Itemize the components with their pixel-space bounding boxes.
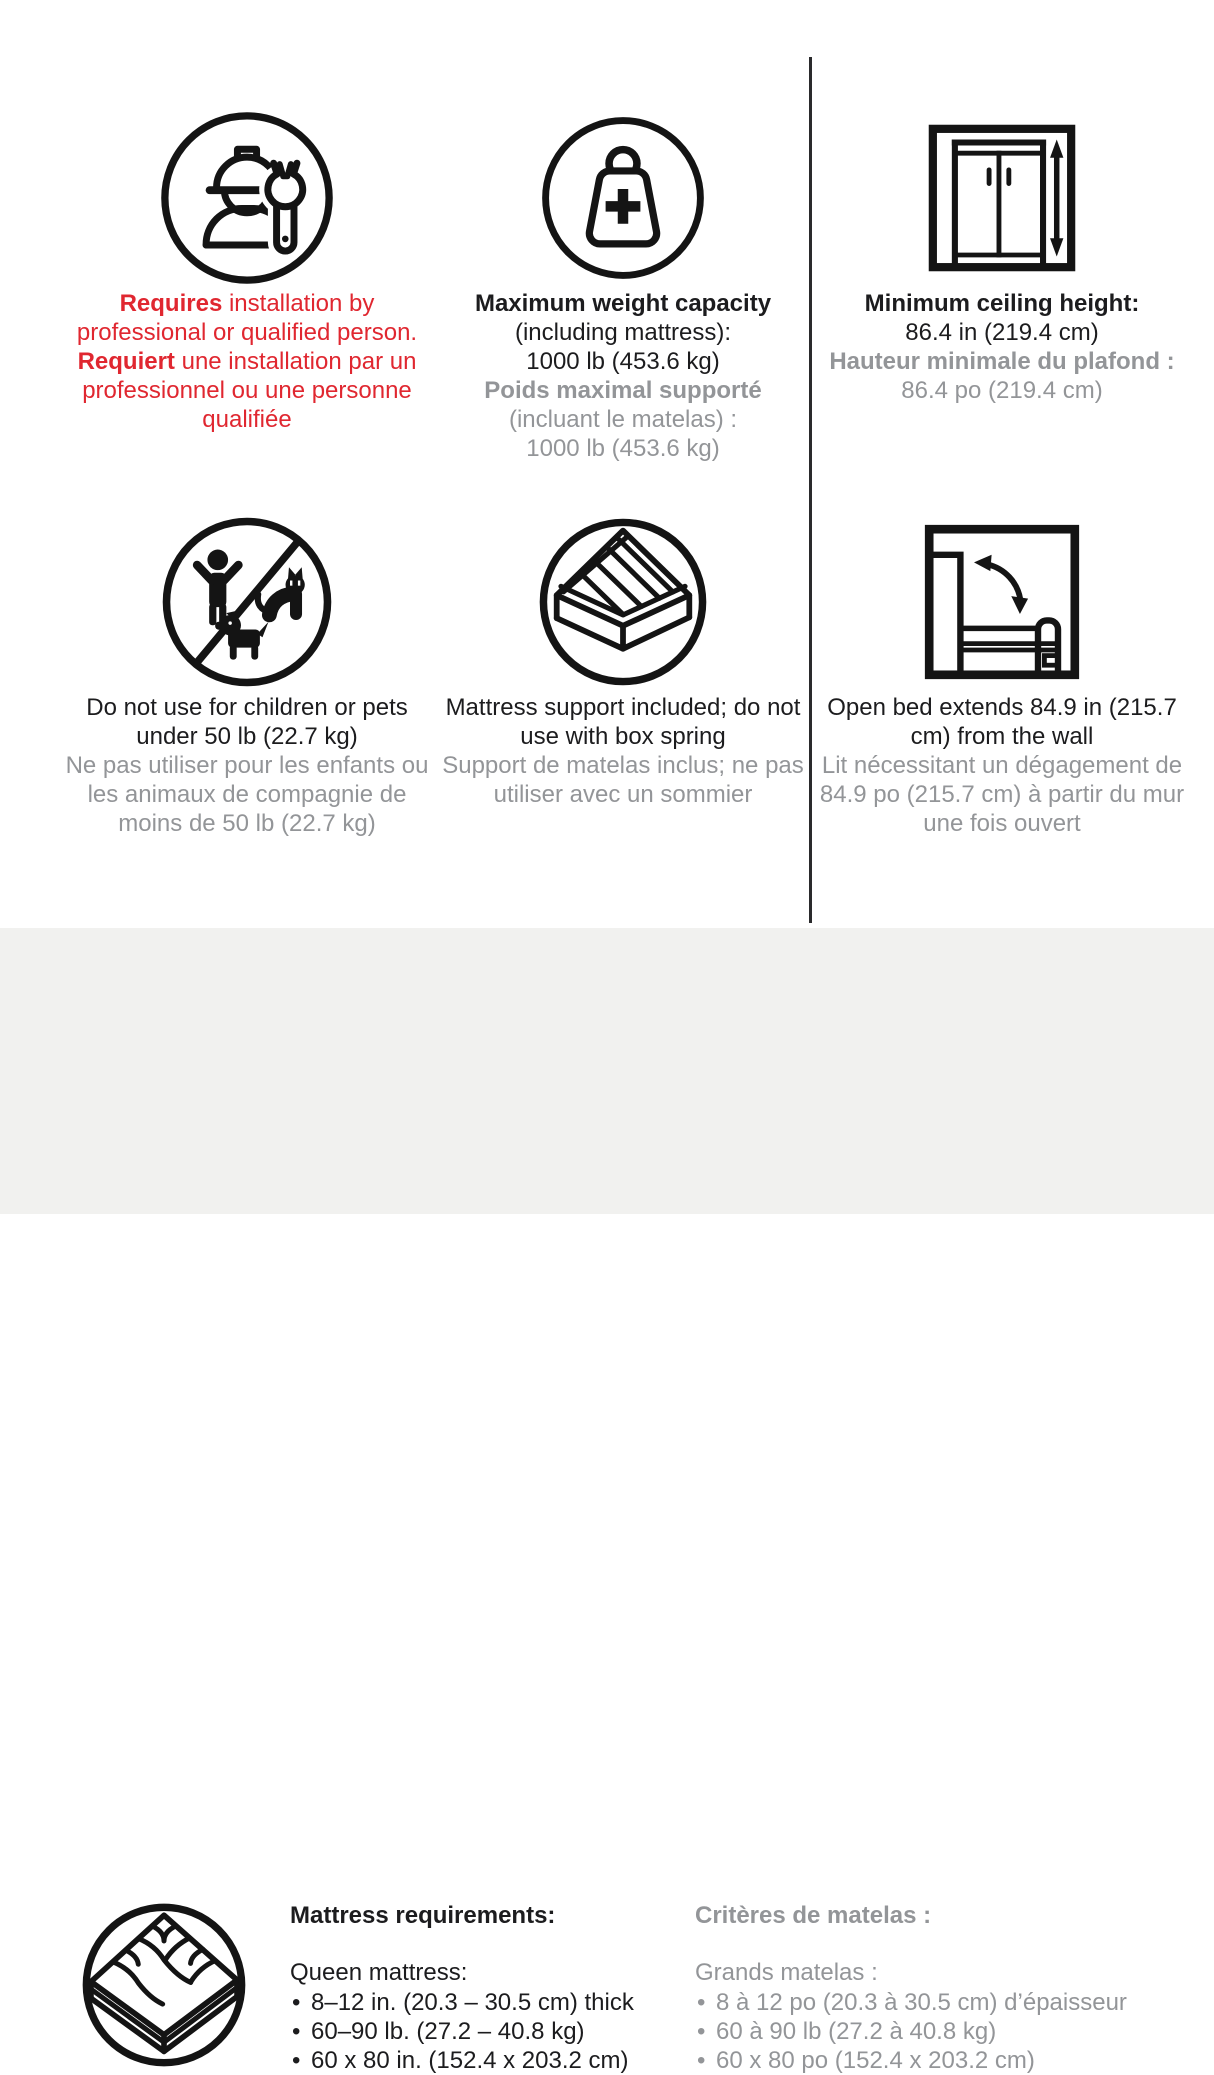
installation-fr (57, 347, 437, 434)
wall-bed-opening-icon (812, 511, 1192, 693)
children-fr: Ne pas utiliser pour les enfants ou les animaux de compagnie de moins de 50 lb (22.7 kg) (65, 752, 429, 837)
installation-en-rest: installation by professional or qualified person. (76, 290, 418, 346)
weight-plus-icon (433, 107, 813, 289)
mattress-support-section (433, 511, 813, 809)
mattress-en-list (290, 1988, 670, 2075)
mattress-spec-item: • 60 x 80 in. (152.4 x 203.2 cm) (290, 2046, 670, 2075)
ceiling-height-icon (812, 107, 1192, 289)
ceiling-fr-bold: Hauteur minimale du plafond : (829, 348, 1175, 375)
installer-icon (57, 107, 437, 289)
mattress-support-text (433, 693, 813, 809)
open-bed-text (812, 693, 1192, 838)
weight-en-title (433, 289, 813, 318)
installation-section (57, 107, 437, 434)
mattress-spec-item: • 60 x 80 po (152.4 x 203.2 cm) (695, 2046, 1145, 2075)
mattress-spec-item: • 8–12 in. (20.3 – 30.5 cm) thick (290, 1988, 670, 2017)
slatted-support-icon (433, 511, 813, 693)
mattress-en-subtitle: Queen mattress: (290, 1959, 468, 1986)
ceiling-height-section (812, 107, 1192, 405)
ceiling-fr-value: 86.4 po (219.4 cm) (901, 377, 1103, 404)
support-fr: Support de matelas inclus; ne pas utiliser avec un sommier (442, 752, 804, 808)
installation-fr-rest: une installation par un professionnel ou une personne qualifiée (82, 348, 417, 433)
mattress-spec-item: • 60 à 90 lb (27.2 à 40.8 kg) (695, 2017, 1145, 2046)
ceiling-fr-title (812, 347, 1192, 376)
mattress-requirements-en (290, 1901, 670, 2075)
installation-text (57, 289, 437, 434)
weight-capacity-text (433, 289, 813, 463)
open-bed-section (812, 511, 1192, 838)
ceiling-en-bold: Minimum ceiling height: (864, 290, 1140, 317)
mattress-icon (81, 1902, 247, 2068)
support-en: Mattress support included; do not use with box spring (445, 694, 801, 750)
installation-fr-bold: Requiert (77, 348, 175, 375)
mattress-fr-title: Critères de matelas : (695, 1902, 932, 1929)
open-bed-en: Open bed extends 84.9 in (215.7 cm) from the wall (827, 694, 1177, 750)
mattress-requirements-fr (695, 1901, 1145, 2075)
mattress-spec-item: • 60–90 lb. (27.2 – 40.8 kg) (290, 2017, 670, 2046)
ceiling-en-title (812, 289, 1192, 318)
no-children-pets-icon (57, 511, 437, 693)
weight-fr-line2: (incluant le matelas) : (508, 406, 738, 433)
no-children-pets-text (57, 693, 437, 838)
weight-en-line3: 1000 lb (453.6 kg) (526, 348, 720, 375)
weight-fr-title (433, 376, 813, 405)
children-en: Do not use for children or pets under 50 lb (22.7 kg) (86, 694, 408, 750)
weight-fr-line3: 1000 lb (453.6 kg) (526, 435, 720, 462)
mattress-fr-list (695, 1988, 1145, 2075)
installation-en (57, 289, 437, 347)
cat-glyph (258, 567, 305, 615)
installation-en-bold: Requires (119, 290, 223, 317)
weight-en-line2: (including mattress): (514, 319, 732, 346)
weight-fr-bold: Poids maximal supporté (484, 377, 762, 404)
no-children-pets-section (57, 511, 437, 838)
weight-en-bold: Maximum weight capacity (474, 290, 772, 317)
mattress-en-title: Mattress requirements: (290, 1902, 556, 1929)
open-bed-fr: Lit nécessitant un dégagement de 84.9 po (215.7 cm) à partir du mur une fois ouvert (819, 752, 1185, 837)
ceiling-height-text (812, 289, 1192, 405)
weight-capacity-section (433, 107, 813, 463)
mattress-requirements-panel (0, 928, 1214, 2074)
mattress-spec-item: • 8 à 12 po (20.3 à 30.5 cm) d’épaisseur (695, 1988, 1145, 2017)
mattress-fr-subtitle: Grands matelas : (695, 1959, 878, 1986)
ceiling-en-value: 86.4 in (219.4 cm) (905, 319, 1099, 346)
